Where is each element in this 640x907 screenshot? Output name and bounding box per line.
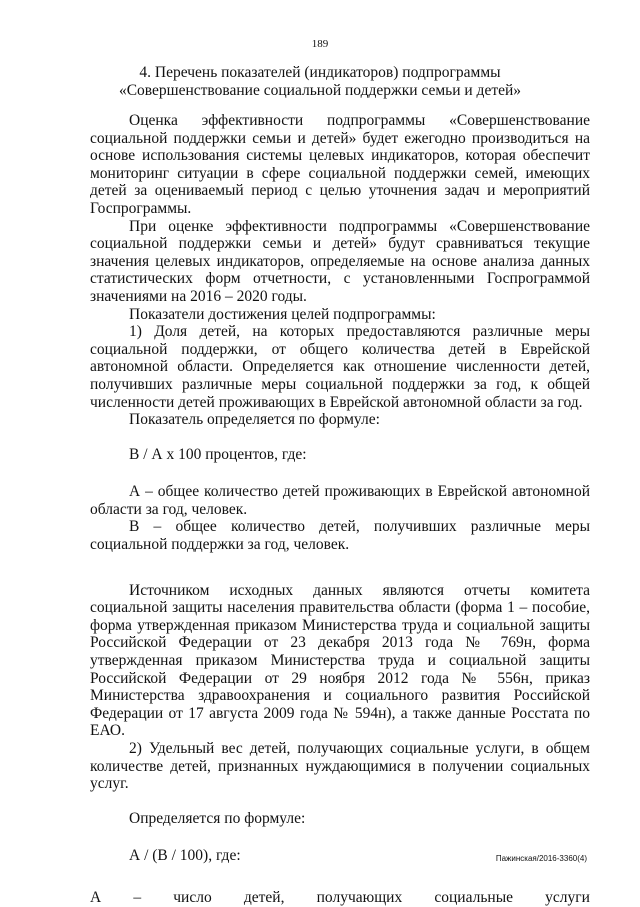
last-line-word: социальные	[434, 888, 513, 906]
document-footer-id: Пажинская/2016-3360(4)	[495, 854, 587, 863]
last-line-word: получающих	[316, 888, 403, 906]
formula: А / (В / 100), где:	[129, 847, 241, 865]
paragraph: В – общее количество детей, получивших различные меры социальной поддержки за год, человек.	[90, 518, 590, 554]
last-line-word: детей,	[243, 888, 285, 906]
paragraph: Показатель определяется по формуле:	[129, 411, 380, 429]
paragraph: 1) Доля детей, на которых предоставляются различные меры социальной поддержки, от общего количества детей в Еврейской автономной области. Определяется как отношение численности детей, получивших различные меры социальной поддержки за год, к общей численности детей проживающих в Еврейской автономной области за год.	[90, 323, 590, 411]
last-line-word: число	[173, 888, 212, 906]
paragraph: А – общее количество детей проживающих в Еврейской автономной области за год, человек.	[90, 483, 590, 518]
document-body	[90, 112, 590, 907]
section-title-line-1: 4. Перечень показателей (индикаторов) подпрограммы	[139, 64, 501, 81]
last-line-word: А	[90, 888, 102, 906]
formula: В / А х 100 процентов, где:	[129, 445, 307, 463]
section-title	[60, 64, 580, 100]
paragraph-last-line	[90, 889, 590, 907]
last-line-word: –	[133, 888, 142, 906]
paragraph: Показатели достижения целей подпрограммы:	[129, 305, 436, 323]
last-line-word: услуги	[545, 888, 590, 906]
paragraph: Оценка эффективности подпрограммы «Совершенствование социальной поддержки семьи и детей» будет ежегодно производиться на основе использования системы целевых индикаторов, которая обеспечит мониторинг ситуации в сфере социальной поддержки семей, имеющих детей за оцениваемый период с целью уточнения задач и мероприятий Госпрограммы.	[90, 112, 590, 217]
paragraph: Источником исходных данных являются отчеты комитета социальной защиты населения правительства области (форма 1 – пособие, форма утвержденная приказом Министерства труда и социальной защиты Российской Федерации от 23 декабря 2013 года № 769н, форма утвержденная приказом Министерства труда и социальной защиты Российской Федерации от 29 ноября 2012 года № 556н, приказ Министерства здравоохранения и социального развития Российской Федерации от 17 августа 2009 года № 594н), а также данные Росстата по ЕАО.	[90, 581, 590, 740]
paragraph: 2) Удельный вес детей, получающих социальные услуги, в общем количестве детей, признанных нуждающимися в получении социальных услуг.	[90, 740, 590, 793]
section-title-line-2: «Совершенствование социальной поддержки семьи и детей»	[118, 82, 522, 99]
paragraph: Определяется по формуле:	[129, 809, 306, 827]
page-number: 189	[311, 38, 329, 50]
paragraph: При оценке эффективности подпрограммы «Совершенствование социальной поддержки семьи и детей» будут сравниваться текущие значения целевых индикаторов, определяемые на основе анализа данных статистических форм отчетности, с установленными Госпрограммой значениями на 2016 – 2020 годы.	[90, 217, 590, 305]
